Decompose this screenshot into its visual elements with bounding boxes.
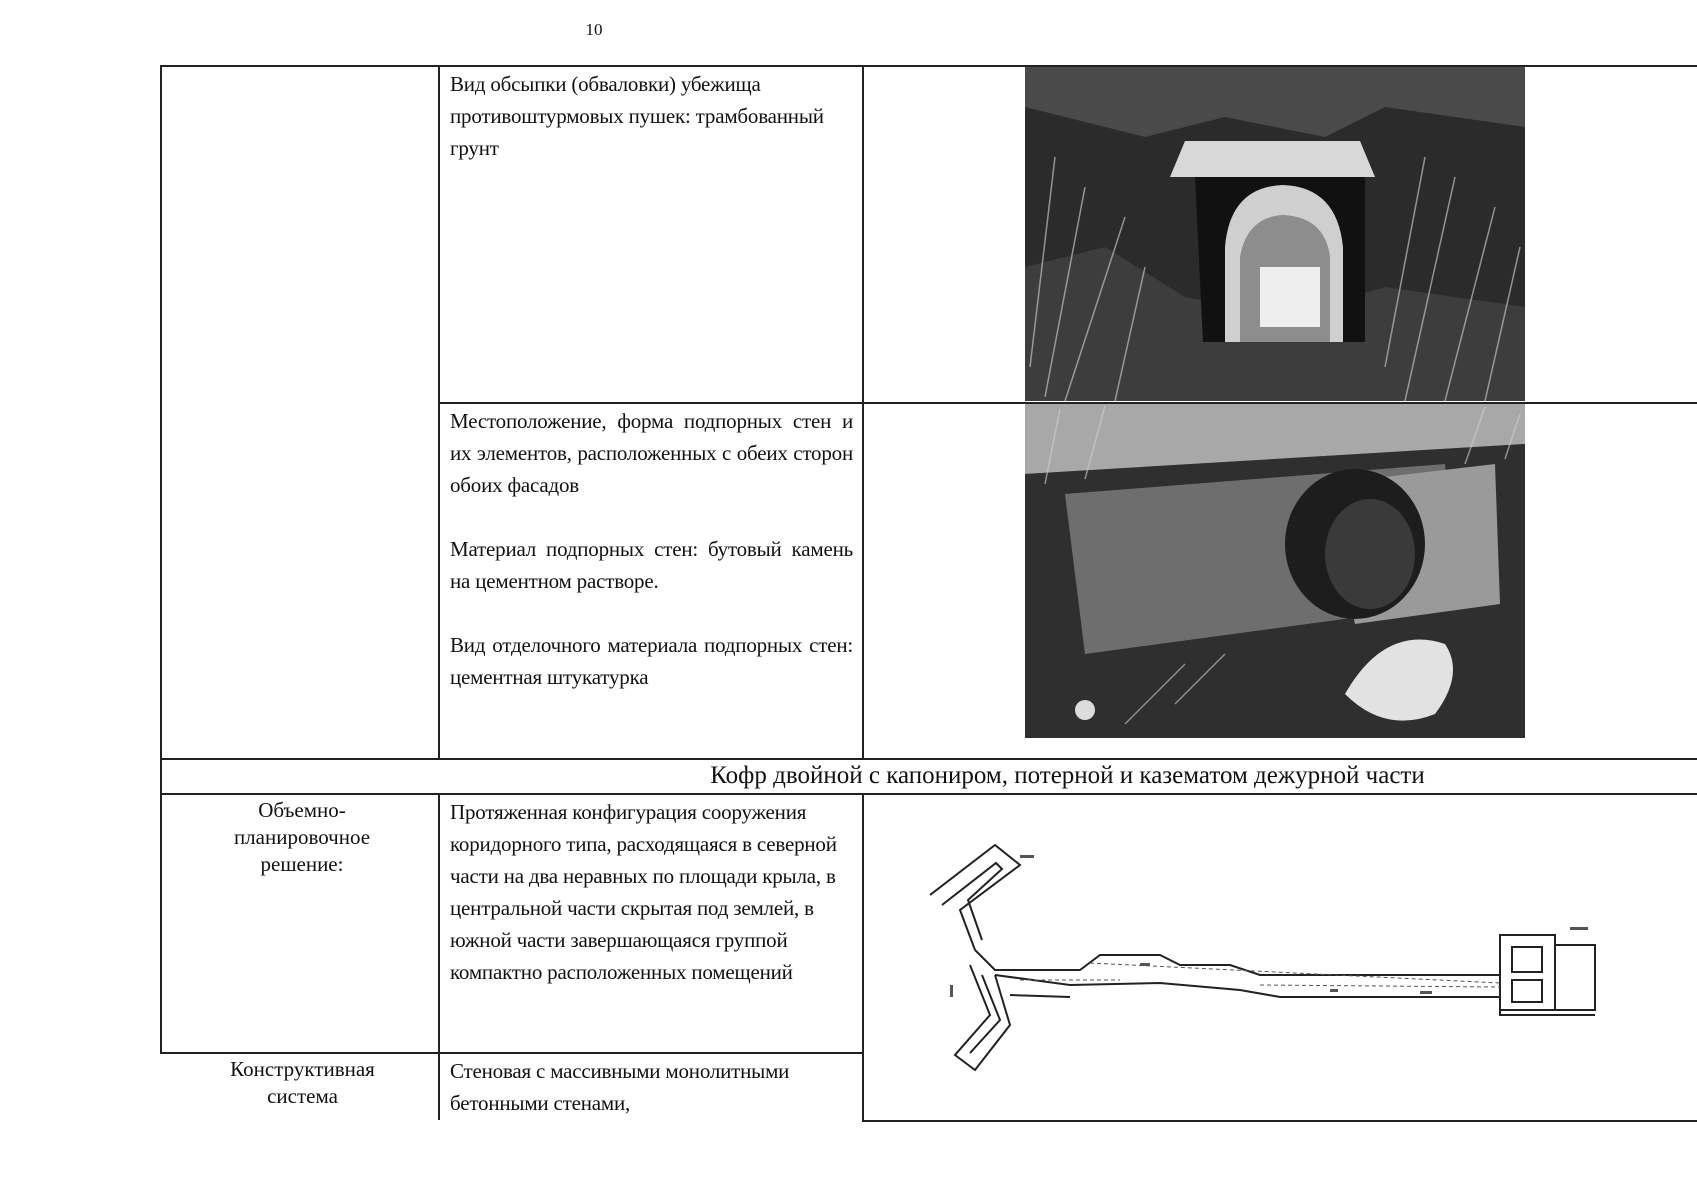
walls-material-text: Материал подпорных стен: бутовый камень на цементном растворе. (450, 537, 853, 593)
section-title: Кофр двойной с капониром, потерной и казематом дежурной части (710, 762, 1425, 789)
retaining-walls-description (450, 405, 853, 693)
walls-finish-text: Вид отделочного материала подпорных стен: цементная штукатурка (450, 633, 853, 689)
planning-description: Протяженная конфигурация сооружения коридорного типа, расходящаяся в северной части на два неравных по площади крыла, в центральной части скрытая под землей, в южной части завершающаяся группой компактно расположенных помещений (450, 800, 837, 984)
shelter-embankment-description (450, 68, 850, 164)
embankment-text: Вид обсыпки (обваловки) убежища противоштурмовых пушек: трамбованный грунт (450, 72, 824, 160)
structure-description: Стеновая с массивными монолитными бетонными стенами, (450, 1059, 790, 1115)
structure-label: Конструктивная система (230, 1057, 375, 1108)
corridor-floor-plan-drawing (900, 815, 1650, 1075)
walls-location-text: Местоположение, форма подпорных стен и их элементов, расположенных с обеих сторон обоих фасадов (450, 409, 853, 497)
retaining-wall-photo (1025, 404, 1525, 738)
planning-label: Объемно-планировочное решение: (233, 798, 371, 876)
page-number: 10 (585, 20, 603, 39)
arched-shelter-entrance-photo (1025, 67, 1525, 401)
